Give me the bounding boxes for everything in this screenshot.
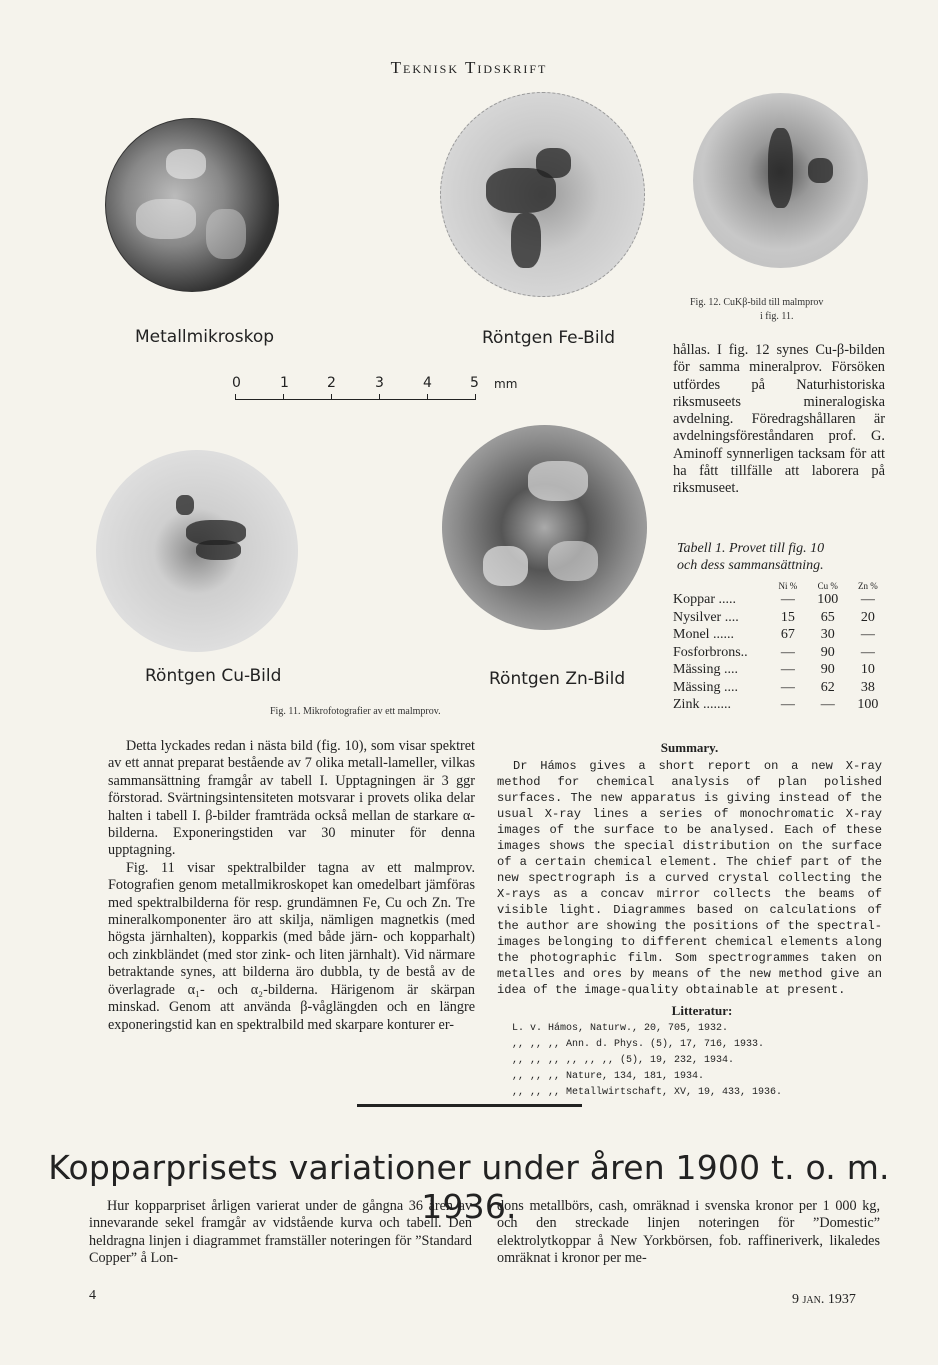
table-cell: Zink ........: [673, 697, 731, 712]
table-cell: 100: [817, 592, 839, 607]
zn-xray-image: [442, 425, 647, 630]
table-cell: 90: [820, 662, 835, 677]
table-row: [673, 697, 888, 715]
table-row: [673, 610, 888, 628]
table-row: [673, 592, 888, 610]
table-cell: —: [780, 592, 795, 607]
table-title-1: Tabell 1. Provet till fig. 10: [677, 541, 825, 556]
table-cell: 20: [860, 609, 875, 625]
table-row: [673, 627, 888, 645]
fig11-caption: Fig. 11. Mikrofotografier av ett malmprov.: [270, 706, 441, 717]
summary-section: [497, 740, 882, 998]
table-cell: Monel ......: [673, 627, 735, 642]
table-cell: 62: [820, 679, 835, 695]
scale-tick-label: 2: [327, 375, 336, 391]
metallmikroskop-label: Metallmikroskop: [135, 327, 275, 347]
table-cell: —: [780, 679, 795, 695]
reference: ,, ,, ,, Nature, 134, 181, 1934.: [512, 1071, 705, 1082]
table-cell: —: [860, 644, 875, 660]
table-cell: Fosforbrons..: [673, 644, 748, 660]
table-cell: —: [860, 627, 875, 642]
table-cell: 38: [860, 679, 875, 695]
left-column: [108, 738, 475, 1034]
composition-table: [673, 580, 888, 715]
litteratur-title: Litteratur:: [671, 1003, 733, 1018]
scale-tick-label: 0: [232, 375, 241, 391]
cu-xray-image: [96, 450, 298, 652]
table-header: Ni %: [778, 581, 798, 591]
scale-bar: [232, 375, 532, 405]
scale-tick-label: 1: [280, 375, 289, 391]
right-column-text: hållas. I fig. 12 synes Cu-β-bilden för samma mineralprov. Försöken utfördes på Naturhistoriska riksmuseets mineralogiska avdelning. Föredragshållaren är avdelningsföreståndaren prof. G. Aminoff synnerligen tacksam för att ha fått tillfälle att laborera på riksmuseet.: [673, 342, 885, 497]
table-header: Cu %: [817, 581, 838, 591]
zn-label: Röntgen Zn-Bild: [489, 669, 626, 689]
body-paragraph: Detta lyckades redan i nästa bild (fig. 10), som visar spektret av ett annat preparat bestående av 7 olika metall-lameller, vilkas sammansättning framgår av tabell I. Upptagningen är 3 ggr förstorad. Svärtningsintensiteten motsvarar i provets olika delar halten i tabell I. β-bilder framträda också mellan de starkare α-bilderna. Exponeringstiden var 30 minuter för denna upptagning.: [108, 738, 475, 859]
composition-table-block: [673, 540, 888, 715]
table-cell: Mässing ....: [673, 679, 738, 695]
table-header: [673, 580, 768, 592]
summary-title: Summary.: [660, 740, 719, 755]
article-column-1: Hur kopparpriset årligen varierat under de gångna 36 åren av innevarande sekel framgår av vidstående kurva och tabell. Den heldragna linjen i diagrammet framställer noteringen för ”Standard Copper” å Lon-: [89, 1198, 472, 1267]
reference: L. v. Hámos, Naturw., 20, 705, 1932.: [512, 1023, 729, 1034]
article-title: Kopparprisets variationer under åren 1900 t. o. m. 1936.: [48, 1148, 890, 1226]
table-cell: Koppar .....: [673, 592, 736, 607]
table-row: [673, 662, 888, 680]
table-cell: 65: [820, 609, 835, 625]
table-cell: —: [780, 644, 795, 660]
table-row: [673, 680, 888, 698]
table-cell: —: [780, 697, 795, 712]
reference: ,, ,, ,, ,, ,, ,, (5), 19, 232, 1934.: [512, 1055, 735, 1066]
reference: ,, ,, ,, Metallwirtschaft, XV, 19, 433, 1936.: [512, 1087, 783, 1098]
page-number: 4: [89, 1288, 96, 1303]
cu-label: Röntgen Cu-Bild: [145, 666, 282, 686]
table-title-2: och dess sammansättning.: [677, 558, 824, 573]
table-cell: 15: [780, 609, 795, 625]
fe-xray-image: [440, 92, 645, 297]
table-cell: —: [860, 592, 875, 607]
table-cell: 10: [860, 662, 875, 677]
table-cell: 100: [857, 697, 879, 712]
article-column-2: dons metallbörs, cash, omräknad i svenska kronor per 1 000 kg, och den streckade linjen noteringen för ”Domestic” elektrolytkoppar å New Yorkbörsen, fob. raffineriverk, likaledes omräknat i kronor per me-: [497, 1198, 880, 1267]
fe-label: Röntgen Fe-Bild: [482, 328, 616, 348]
table-cell: —: [780, 662, 795, 677]
table-cell: Nysilver ....: [673, 609, 739, 625]
table-header: Zn %: [858, 581, 878, 591]
fig12-caption-line1: Fig. 12. CuKβ-bild till malmprov: [690, 297, 824, 308]
table-cell: Mässing ....: [673, 662, 738, 677]
summary-text: Dr Hámos gives a short report on a new X-ray method for chemical analysis of plan polished surfaces. The new apparatus is giving instead of the usual X-ray lines a series of monochromatic X-ray images of the surface to be analysed. Each of these images shows the special distribution on the surface of a certain chemical element. The chief part of the new spectrograph is a curved crystal collecting the X-rays as a concav mirror collects the beams of visible light. Diagrammes based on calculations of the author are showing the positions of the spectral-images belonging to different chemical elements along the photographic film. Som spectrogrammes taken on metalles and ores by means of the new method give an idea of the image-quality obtainable at present.: [497, 759, 882, 997]
scale-tick-label: 3: [375, 375, 384, 391]
table-cell: —: [820, 697, 835, 712]
metallmikroskop-image: [105, 118, 279, 292]
reference: ,, ,, ,, Ann. d. Phys. (5), 17, 716, 1933.: [512, 1039, 765, 1050]
table-cell: 30: [820, 627, 835, 642]
scale-tick-label: 5: [470, 375, 479, 391]
table-cell: 90: [820, 644, 835, 660]
cu-beta-image: [693, 93, 868, 268]
litteratur-section: [512, 1003, 892, 1101]
fig12-caption-line2: i fig. 11.: [760, 311, 794, 322]
body-paragraph: Fig. 11 visar spektralbilder tagna av ett malmprov. Fotografien genom metallmikroskopet kan omedelbart jämföras med spektralbilderna för resp. grundämnen Fe, Cu och Zn. Tre mineralkomponenter äro att skilja, nämligen magnetkis (med högsta järnhalten), kopparkis (med både järn- och kopparhalt) och zinkbländet (med stor zink- och liten järnhalt). Vid närmare betraktande synes, att bilderna äro dubbla, ty de bestå av de överlagrade α₁- och α₂-bilderna. Härigenom är skärpan minskad. Genom att använda β-våglängden och en längre exponeringstid kan en spektralbild med skarpare konturer er-: [108, 859, 475, 1033]
section-divider: [357, 1104, 582, 1107]
table-row: [673, 645, 888, 663]
scale-unit: mm: [494, 377, 518, 391]
journal-header: Teknisk Tidskrift: [390, 58, 548, 77]
table-cell: 67: [780, 627, 795, 642]
issue-date: 9 jan. 1937: [792, 1292, 856, 1307]
scale-tick-label: 4: [423, 375, 432, 391]
